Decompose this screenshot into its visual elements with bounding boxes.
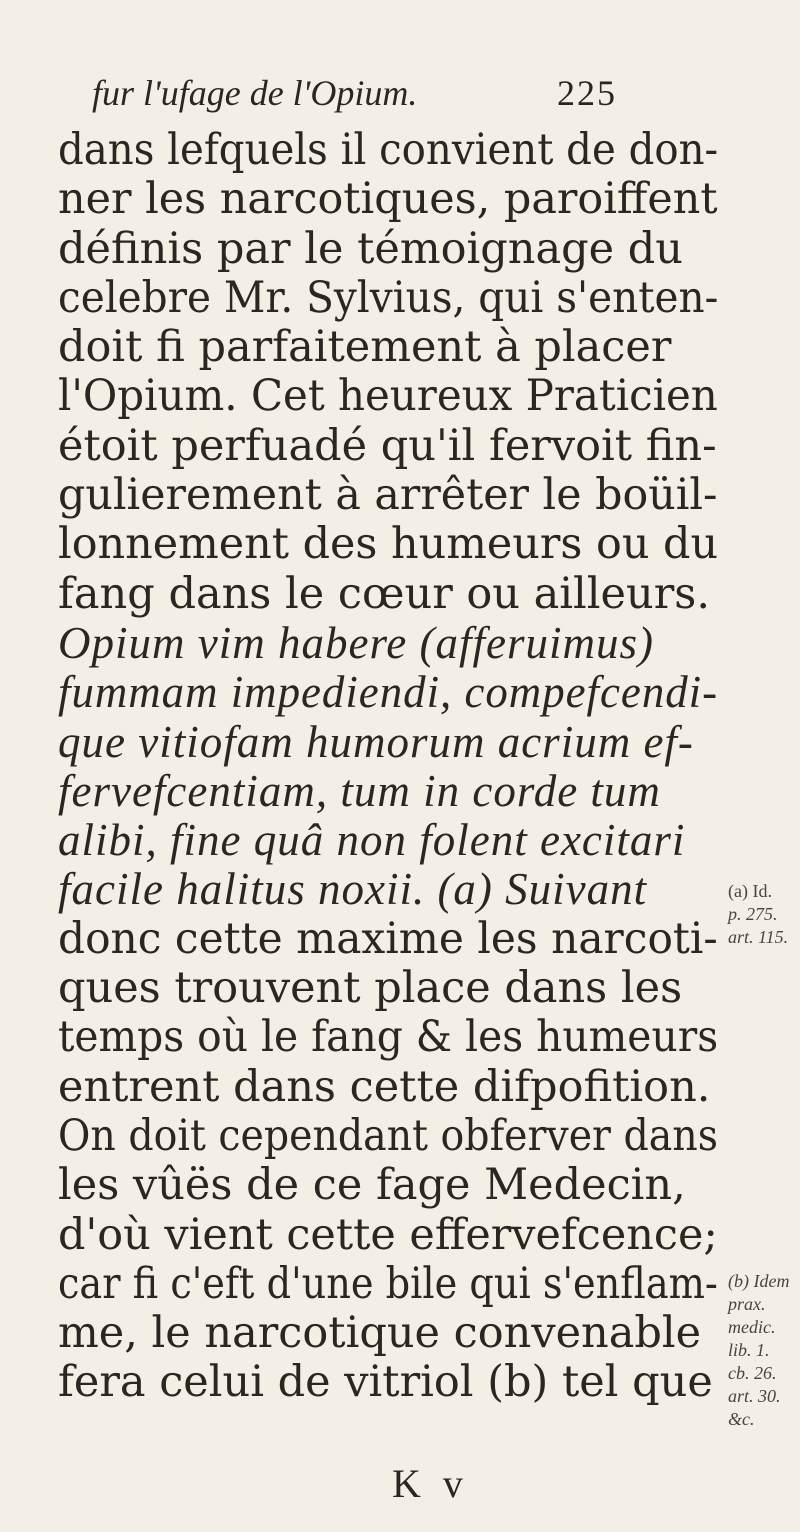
text-line: ques trouvent place dans les <box>58 963 683 1014</box>
latin-quote-line: facile halitus noxii. (a) Suivant <box>58 864 648 915</box>
note-line: (b) Idem <box>728 1271 790 1291</box>
text-line: doit fi parfaitement à placer <box>58 322 672 373</box>
note-line: prax. <box>728 1294 766 1314</box>
text-line: donc cette maxime les narcoti- <box>58 913 718 964</box>
text-line: ner les narcotiques, paroiffent <box>58 174 718 225</box>
text-line: fang dans le cœur ou ailleurs. <box>58 568 710 619</box>
text-line: l'Opium. Cet heureux Praticien <box>58 371 718 422</box>
note-line: medic. <box>728 1317 776 1337</box>
note-line: p. 275. <box>728 904 778 924</box>
margin-note-a <box>728 880 800 949</box>
page-number: 225 <box>557 73 617 113</box>
running-title: fur l'ufage de l'Opium. <box>92 73 418 113</box>
latin-quote-line: fervefcentiam, tum in corde tum <box>58 765 661 816</box>
body-text <box>58 126 718 1408</box>
note-line: lib. 1. <box>728 1340 770 1360</box>
text-line: celebre Mr. Sylvius, qui s'enten- <box>58 272 719 323</box>
note-line: &c. <box>728 1409 755 1429</box>
latin-quote-line: alibi, fine quâ non folent excitari <box>58 815 686 866</box>
text-line: lonnement des humeurs ou du <box>58 519 719 570</box>
page-header <box>92 72 692 122</box>
latin-quote-line: que vitiofam humorum acrium ef- <box>58 716 694 767</box>
text-line: définis par le témoignage du <box>58 223 683 274</box>
text-line: gulierement à arrêter le boüil- <box>58 470 718 521</box>
margin-note-b <box>728 1270 800 1431</box>
note-line: art. 30. <box>728 1386 781 1406</box>
note-line: (a) Id. <box>728 881 772 901</box>
text-line: étoit perfuadé qu'il fervoit fin- <box>58 420 717 471</box>
note-line: cb. 26. <box>728 1363 777 1383</box>
text-line: dans lefquels il convient de don- <box>58 125 719 175</box>
signature-mark: K v <box>392 1461 469 1506</box>
text-line: entrent dans cette difpofition. <box>58 1061 711 1112</box>
text-line: On doit cependant obferver dans <box>58 1110 718 1161</box>
text-line: les vûës de ce fage Medecin, <box>58 1160 686 1211</box>
text-line: fera celui de vitriol (b) tel que <box>58 1357 713 1408</box>
text-line: d'où vient cette effervefcence; <box>58 1209 718 1260</box>
latin-quote-line: fummam impediendi, compefcendi- <box>58 667 719 718</box>
text-line: me, le narcotique convenable <box>58 1308 702 1359</box>
note-line: art. 115. <box>728 927 789 947</box>
text-line: temps où le fang & les humeurs <box>58 1012 719 1063</box>
text-line: car fi c'eft d'une bile qui s'enflam- <box>58 1258 718 1309</box>
latin-quote-line: Opium vim habere (afferuimus) <box>58 617 654 668</box>
